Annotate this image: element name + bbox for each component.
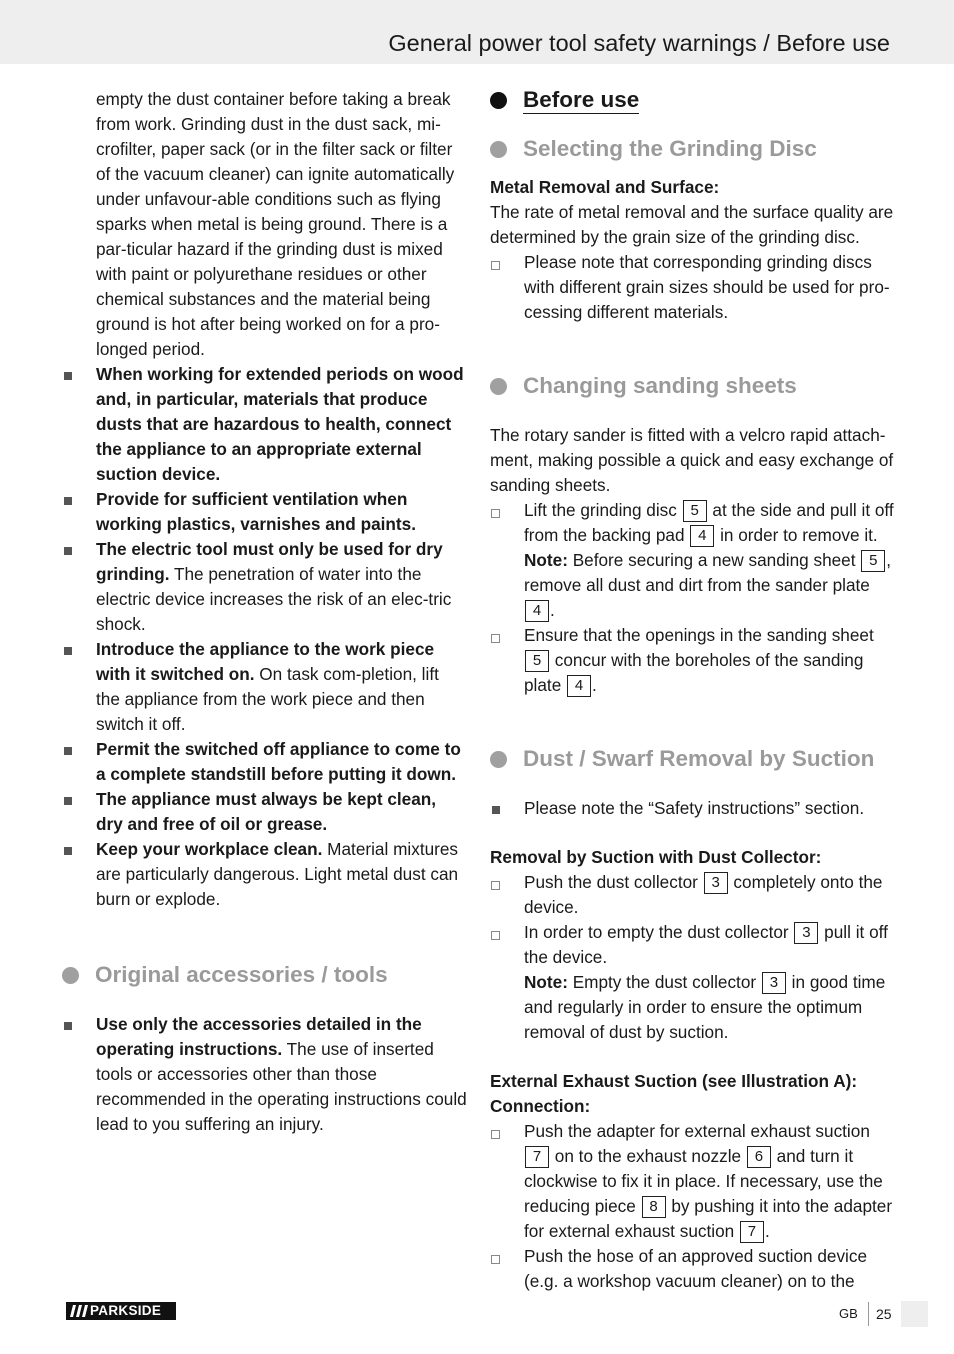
list-item: Provide for sufficient ventilation when working plastics, varnishes and paints. — [62, 487, 467, 537]
sanding-paragraph: The rotary sander is fitted with a velcro rapid attach-ment, making possible a quick and easy exchange of sanding sheets. — [490, 425, 894, 495]
checkbox-square-icon — [491, 1130, 500, 1139]
language-code: GB — [839, 1306, 858, 1321]
bullet-square-icon — [64, 547, 72, 555]
part-number-6: 6 — [747, 1146, 771, 1168]
list-item: The appliance must always be kept clean, dry and free of oil or grease. — [62, 787, 467, 837]
bullet-square-icon — [64, 1022, 72, 1030]
part-number-4: 4 — [525, 600, 549, 622]
list-item: Lift the grinding disc 5 at the side and pull it off from the backing pad 4 in order to remove it. Note: Before securing a new sanding sheet 5 , remove all dust and dirt from the sander plate 4 . — [490, 498, 895, 623]
checkbox-square-icon — [491, 261, 500, 270]
list-item: When working for extended periods on wood and, in particular, materials that produce dusts that are hazardous to health, connect the appliance to an appropriate external suction device. — [62, 362, 467, 487]
list-item: Keep your workplace clean. Material mixtures are particularly dangerous. Light metal dust can burn or explode. — [62, 837, 467, 912]
part-number-4: 4 — [567, 675, 591, 697]
list-item: Push the hose of an approved suction device (e.g. a workshop vacuum cleaner) on to the — [490, 1244, 895, 1294]
part-number-5: 5 — [683, 500, 707, 522]
list-item: In order to empty the dust collector 3 pull it off the device. Note: Empty the dust collector 3 in good time and regularly in order to ensure the optimum removal of dust by suction. — [490, 920, 895, 1045]
list-item: Introduce the appliance to the work piece with it switched on. On task com-pletion, lift the appliance from the work piece and then switch it off. — [62, 637, 467, 737]
footer-divider — [868, 1302, 869, 1326]
bullet-square-icon — [64, 847, 72, 855]
list-item: Push the dust collector 3 completely onto the device. — [490, 870, 895, 920]
part-number-3: 3 — [704, 872, 728, 894]
bullet-square-icon — [64, 647, 72, 655]
checkbox-square-icon — [491, 931, 500, 940]
bullet-dot-icon — [62, 967, 79, 984]
list-item: Push the adapter for external exhaust suction 7 on to the exhaust nozzle 6 and turn it clockwise to fix it in place. If necessary, use the reducing piece 8 by pushing it into the adapter for external exhaust suction 7 . — [490, 1119, 895, 1244]
part-number-8: 8 — [642, 1196, 666, 1218]
page-title: General power tool safety warnings / Before use — [388, 30, 890, 56]
logo-stripes-icon — [69, 1302, 89, 1320]
part-number-7: 7 — [525, 1146, 549, 1168]
bullet-dot-icon — [490, 141, 507, 158]
right-column — [490, 86, 895, 1294]
list-item: The electric tool must only be used for dry grinding. The penetration of water into the electric device increases the risk of an elec-tric shock. — [62, 537, 467, 637]
checkbox-square-icon — [491, 509, 500, 518]
checkbox-square-icon — [491, 881, 500, 890]
dust-collector-subhead: Removal by Suction with Dust Collector: — [490, 847, 822, 867]
metal-removal-subhead: Metal Removal and Surface: — [490, 177, 720, 197]
sanding-sheets-heading: Changing sanding sheets — [490, 371, 895, 401]
bullet-square-icon — [64, 372, 72, 380]
bullet-dot-icon — [490, 92, 507, 109]
bullet-dot-icon — [490, 378, 507, 395]
list-item: Permit the switched off appliance to come to a complete standstill before putting it down. — [62, 737, 467, 787]
dust-removal-heading: Dust / Swarf Removal by Suction — [490, 744, 895, 774]
list-item: Ensure that the openings in the sanding sheet 5 concur with the boreholes of the sanding plate 4 . — [490, 623, 895, 698]
left-column — [62, 86, 467, 1137]
part-number-5: 5 — [861, 550, 885, 572]
bullet-dot-icon — [490, 751, 507, 768]
part-number-7: 7 — [740, 1221, 764, 1243]
list-item: Please note that corresponding grinding discs with different grain sizes should be used for pro-cessing different materials. — [490, 250, 895, 325]
checkbox-square-icon — [491, 634, 500, 643]
bullet-square-icon — [492, 806, 500, 814]
list-item: Use only the accessories detailed in the operating instructions. The use of inserted tools or accessories other than those recommended in the operating instructions could lead to you suffering an injury. — [62, 1012, 467, 1137]
checkbox-square-icon — [491, 1255, 500, 1264]
grinding-disc-heading: Selecting the Grinding Disc — [490, 134, 895, 164]
grinding-paragraph: The rate of metal removal and the surface quality are determined by the grain size of the grinding disc. — [490, 202, 894, 247]
part-number-3: 3 — [794, 922, 818, 944]
bullet-square-icon — [64, 797, 72, 805]
external-suction-subhead: External Exhaust Suction (see Illustration A): Connection: — [490, 1071, 858, 1116]
parkside-logo: PARKSIDE — [66, 1302, 176, 1320]
intro-paragraph: empty the dust container before taking a break from work. Grinding dust in the dust sack, mi-crofilter, paper sack (or in the filter sack or filter of the vacuum cleaner) can ignite automatically under unfavour-able conditions such as flying sparks when metal is being ground. There is a par-ticular hazard if the grinding dust is mixed with paint or polyurethane residues or other chemical substances and the material being ground is hot after being worked on for a pro-longed period. — [96, 89, 455, 359]
list-item: Please note the “Safety instructions” section. — [490, 796, 895, 821]
part-number-5: 5 — [525, 650, 549, 672]
bullet-square-icon — [64, 747, 72, 755]
page-tab-marker — [901, 1301, 928, 1327]
part-number-4: 4 — [690, 525, 714, 547]
part-number-3: 3 — [762, 972, 786, 994]
page-number: 25 — [876, 1306, 892, 1322]
section-heading-before-use: Before use — [490, 86, 895, 114]
bullet-square-icon — [64, 497, 72, 505]
accessories-heading: Original accessories / tools — [62, 960, 467, 990]
